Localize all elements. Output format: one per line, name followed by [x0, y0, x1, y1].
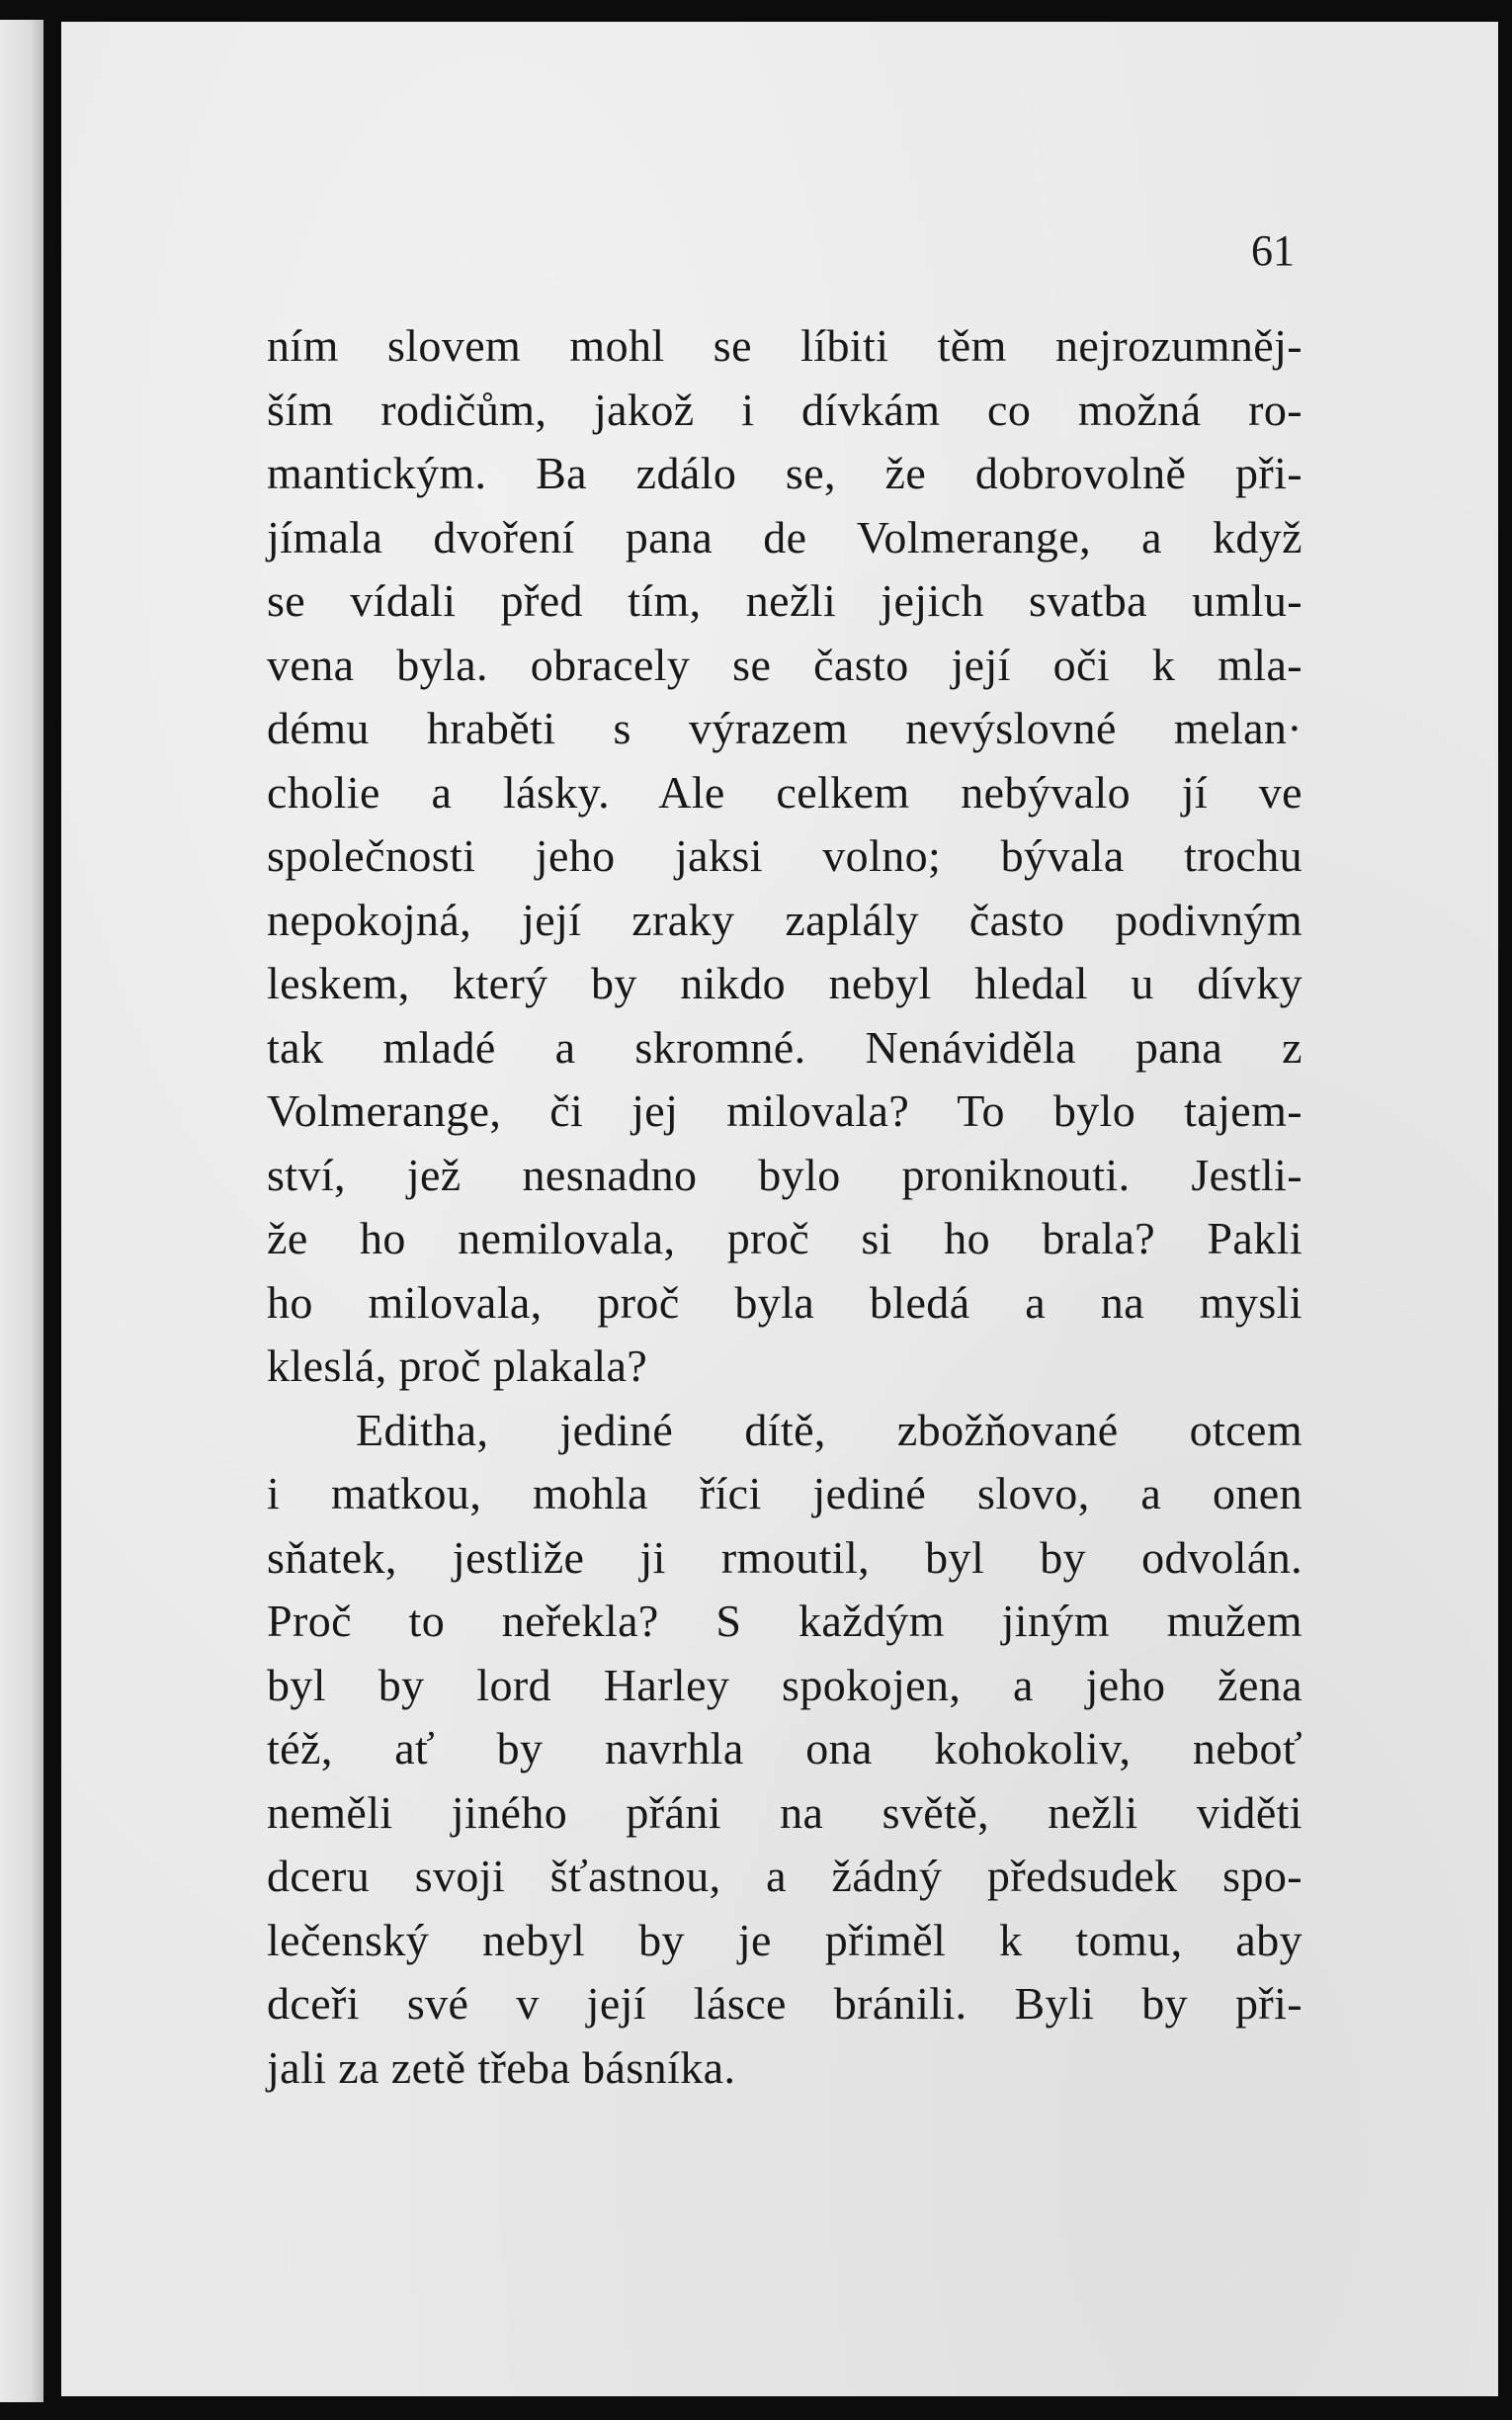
- adjacent-page-edge: [0, 20, 43, 2402]
- text-line: že ho nemilovala, proč si ho brala? Pakli: [267, 1213, 1302, 1263]
- text-line: Volmerange, či jej milovala? To bylo tajem-: [267, 1085, 1302, 1136]
- text-line: se vídali před tím, nežli jejich svatba umlu-: [267, 575, 1302, 626]
- page-number: 61: [1251, 226, 1295, 275]
- text-line: ho milovala, proč byla bledá a na mysli: [267, 1276, 1302, 1328]
- text-line: i matkou, mohla říci jediné slovo, a onen: [267, 1468, 1302, 1518]
- text-line: mantickým. Ba zdálo se, že dobrovolně při-: [267, 448, 1302, 498]
- text-line: Editha, jediné dítě, zbožňované otcem: [356, 1404, 1302, 1455]
- text-line: ství, jež nesnadno bylo proniknouti. Jestli-: [267, 1149, 1302, 1200]
- text-line: tak mladé a skromné. Nenáviděla pana z: [267, 1021, 1302, 1073]
- text-line: jali za zetě třeba básníka.: [267, 2041, 736, 2093]
- body-text: [267, 314, 1302, 2100]
- text-line: jímala dvoření pana de Volmerange, a když: [267, 511, 1302, 562]
- text-line: vena byla. obracely se často její oči k mla-: [267, 639, 1302, 690]
- text-line: ším rodičům, jakož i dívkám co možná ro-: [267, 384, 1302, 435]
- text-line: Proč to neřekla? S každým jiným mužem: [267, 1596, 1302, 1646]
- text-line: dceru svoji šťastnou, a žádný předsudek spo-: [267, 1851, 1302, 1901]
- text-line: kleslá, proč plakala?: [267, 1340, 648, 1391]
- text-line: dceři své v její lásce bránili. Byli by při-: [267, 1978, 1302, 2029]
- text-line: společnosti jeho jaksi volno; bývala trochu: [267, 830, 1302, 881]
- text-line: lečenský nebyl by je přiměl k tomu, aby: [267, 1914, 1302, 1965]
- text-line: nepokojná, její zraky zaplály často podivným: [267, 894, 1302, 945]
- text-line: leskem, který by nikdo nebyl hledal u dívky: [267, 958, 1302, 1008]
- text-line: sňatek, jestliže ji rmoutil, byl by odvolán.: [267, 1531, 1302, 1583]
- text-line: dému hraběti s výrazem nevýslovné melan·: [267, 703, 1302, 753]
- text-line: byl by lord Harley spokojen, a jeho žena: [267, 1659, 1302, 1710]
- text-line: ním slovem mohl se líbiti těm nejrozumněj-: [267, 320, 1302, 371]
- text-line: též, ať by navrhla ona kohokoliv, neboť: [267, 1723, 1302, 1773]
- text-line: neměli jiného přáni na světě, nežli viděti: [267, 1786, 1302, 1838]
- text-line: cholie a lásky. Ale celkem nebývalo jí ve: [267, 766, 1302, 818]
